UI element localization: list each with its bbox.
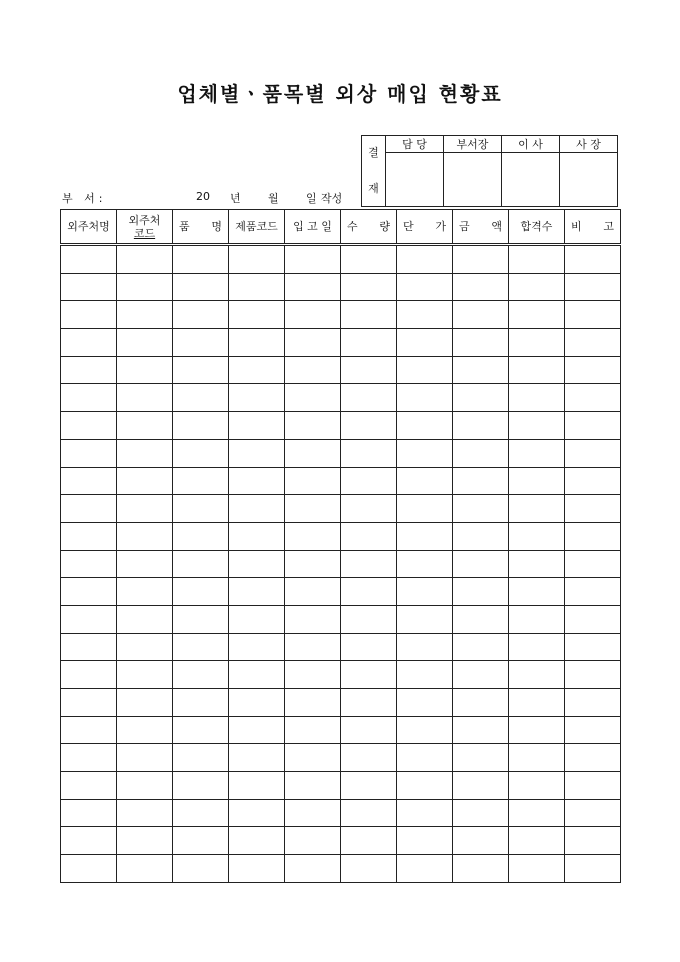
cell-vendor-code[interactable]	[117, 412, 173, 440]
table-row	[61, 744, 621, 772]
cell-receipt-date[interactable]	[285, 384, 341, 412]
cell-passed-qty[interactable]	[509, 605, 565, 633]
table-row	[61, 605, 621, 633]
cell-remarks[interactable]	[565, 439, 621, 467]
table-row	[61, 412, 621, 440]
cell-passed-qty[interactable]	[509, 855, 565, 883]
cell-receipt-date[interactable]	[285, 855, 341, 883]
header-amount-label: 금 액	[459, 220, 502, 233]
cell-passed-qty[interactable]	[509, 661, 565, 689]
cell-unit-price[interactable]	[397, 495, 453, 523]
cell-unit-price[interactable]	[397, 356, 453, 384]
cell-remarks[interactable]	[565, 522, 621, 550]
cell-quantity[interactable]	[341, 301, 397, 329]
cell-remarks[interactable]	[565, 467, 621, 495]
table-row	[61, 273, 621, 301]
cell-receipt-date[interactable]	[285, 522, 341, 550]
cell-vendor-code[interactable]	[117, 522, 173, 550]
cell-amount[interactable]	[453, 744, 509, 772]
cell-vendor-code[interactable]	[117, 578, 173, 606]
table-row	[61, 855, 621, 883]
cell-product-code[interactable]	[229, 689, 285, 717]
header-passed-qty	[509, 210, 565, 245]
table-row	[61, 356, 621, 384]
cell-unit-price[interactable]	[397, 799, 453, 827]
cell-remarks[interactable]	[565, 578, 621, 606]
month-label: 월	[268, 192, 279, 205]
approval-box	[361, 135, 618, 207]
table-row	[61, 301, 621, 329]
cell-amount[interactable]	[453, 855, 509, 883]
year-label: 년	[230, 192, 241, 205]
cell-remarks[interactable]	[565, 605, 621, 633]
cell-remarks[interactable]	[565, 550, 621, 578]
cell-product-code[interactable]	[229, 301, 285, 329]
cell-vendor-code[interactable]	[117, 799, 173, 827]
table-row	[61, 522, 621, 550]
day-label: 일	[306, 192, 317, 205]
header-remarks	[565, 210, 621, 245]
cell-receipt-date[interactable]	[285, 605, 341, 633]
cell-item-name[interactable]	[173, 301, 229, 329]
department-label: 부 서:	[62, 192, 107, 205]
cell-receipt-date[interactable]	[285, 827, 341, 855]
cell-passed-qty[interactable]	[509, 578, 565, 606]
cell-item-name[interactable]	[173, 689, 229, 717]
cell-remarks[interactable]	[565, 273, 621, 301]
cell-quantity[interactable]	[341, 661, 397, 689]
approval-head-director: 이 사	[502, 136, 560, 153]
cell-product-code[interactable]	[229, 384, 285, 412]
purchase-table	[60, 209, 621, 883]
cell-quantity[interactable]	[341, 245, 397, 274]
cell-unit-price[interactable]	[397, 412, 453, 440]
header-quantity	[341, 210, 397, 245]
table-row	[61, 439, 621, 467]
header-unit-price-label: 단 가	[403, 220, 446, 233]
cell-unit-price[interactable]	[397, 827, 453, 855]
written-label: 작성	[321, 192, 343, 205]
cell-unit-price[interactable]	[397, 855, 453, 883]
cell-product-code[interactable]	[229, 467, 285, 495]
cell-amount[interactable]	[453, 772, 509, 800]
cell-passed-qty[interactable]	[509, 384, 565, 412]
cell-vendor-name[interactable]	[61, 661, 117, 689]
table-row	[61, 550, 621, 578]
cell-vendor-name[interactable]	[61, 605, 117, 633]
cell-quantity[interactable]	[341, 550, 397, 578]
cell-vendor-code[interactable]	[117, 301, 173, 329]
cell-remarks[interactable]	[565, 384, 621, 412]
cell-product-code[interactable]	[229, 356, 285, 384]
cell-unit-price[interactable]	[397, 384, 453, 412]
header-vendor-name	[61, 210, 117, 245]
cell-amount[interactable]	[453, 356, 509, 384]
table-row	[61, 384, 621, 412]
cell-vendor-name[interactable]	[61, 273, 117, 301]
cell-amount[interactable]	[453, 273, 509, 301]
header-unit-price	[397, 210, 453, 245]
cell-product-code[interactable]	[229, 661, 285, 689]
cell-amount[interactable]	[453, 412, 509, 440]
cell-unit-price[interactable]	[397, 578, 453, 606]
cell-item-name[interactable]	[173, 356, 229, 384]
header-quantity-label: 수 량	[347, 220, 390, 233]
cell-vendor-name[interactable]	[61, 744, 117, 772]
cell-unit-price[interactable]	[397, 273, 453, 301]
cell-product-code[interactable]	[229, 329, 285, 357]
cell-vendor-name[interactable]	[61, 384, 117, 412]
cell-vendor-name[interactable]	[61, 439, 117, 467]
cell-amount[interactable]	[453, 384, 509, 412]
cell-product-code[interactable]	[229, 633, 285, 661]
cell-receipt-date[interactable]	[285, 744, 341, 772]
cell-vendor-code[interactable]	[117, 467, 173, 495]
cell-unit-price[interactable]	[397, 633, 453, 661]
cell-quantity[interactable]	[341, 855, 397, 883]
cell-vendor-code[interactable]	[117, 245, 173, 274]
cell-remarks[interactable]	[565, 633, 621, 661]
cell-item-name[interactable]	[173, 661, 229, 689]
cell-vendor-code[interactable]	[117, 827, 173, 855]
cell-quantity[interactable]	[341, 439, 397, 467]
cell-amount[interactable]	[453, 689, 509, 717]
table-row	[61, 827, 621, 855]
cell-unit-price[interactable]	[397, 605, 453, 633]
page-title: 업체별ㆍ품목별 외상 매입 현황표	[177, 82, 503, 106]
cell-quantity[interactable]	[341, 329, 397, 357]
cell-amount[interactable]	[453, 245, 509, 274]
header-item-name	[173, 210, 229, 245]
cell-vendor-code[interactable]	[117, 855, 173, 883]
cell-vendor-code[interactable]	[117, 689, 173, 717]
cell-receipt-date[interactable]	[285, 689, 341, 717]
cell-amount[interactable]	[453, 716, 509, 744]
header-item-name-label: 품 명	[179, 220, 222, 233]
cell-unit-price[interactable]	[397, 716, 453, 744]
cell-unit-price[interactable]	[397, 522, 453, 550]
cell-item-name[interactable]	[173, 772, 229, 800]
cell-vendor-name[interactable]	[61, 799, 117, 827]
header-product-code	[229, 210, 285, 245]
cell-vendor-code[interactable]	[117, 633, 173, 661]
cell-vendor-code[interactable]	[117, 661, 173, 689]
cell-vendor-name[interactable]	[61, 301, 117, 329]
header-vendor-name-label: 외주처명	[67, 220, 110, 233]
cell-unit-price[interactable]	[397, 689, 453, 717]
cell-item-name[interactable]	[173, 633, 229, 661]
cell-item-name[interactable]	[173, 716, 229, 744]
cell-remarks[interactable]	[565, 772, 621, 800]
cell-item-name[interactable]	[173, 412, 229, 440]
cell-receipt-date[interactable]	[285, 495, 341, 523]
cell-unit-price[interactable]	[397, 744, 453, 772]
cell-receipt-date[interactable]	[285, 467, 341, 495]
cell-item-name[interactable]	[173, 578, 229, 606]
header-vendor-code	[117, 210, 173, 245]
cell-receipt-date[interactable]	[285, 301, 341, 329]
header-vendor-code-line1: 외주처	[128, 213, 161, 227]
table-row	[61, 329, 621, 357]
cell-receipt-date[interactable]	[285, 772, 341, 800]
cell-unit-price[interactable]	[397, 245, 453, 274]
cell-passed-qty[interactable]	[509, 245, 565, 274]
cell-item-name[interactable]	[173, 522, 229, 550]
cell-quantity[interactable]	[341, 412, 397, 440]
cell-quantity[interactable]	[341, 467, 397, 495]
cell-vendor-code[interactable]	[117, 329, 173, 357]
cell-amount[interactable]	[453, 329, 509, 357]
cell-passed-qty[interactable]	[509, 689, 565, 717]
cell-quantity[interactable]	[341, 384, 397, 412]
cell-product-code[interactable]	[229, 716, 285, 744]
cell-vendor-name[interactable]	[61, 772, 117, 800]
approval-head-president: 사 장	[560, 136, 618, 153]
cell-receipt-date[interactable]	[285, 633, 341, 661]
cell-quantity[interactable]	[341, 827, 397, 855]
cell-amount[interactable]	[453, 522, 509, 550]
cell-remarks[interactable]	[565, 716, 621, 744]
cell-passed-qty[interactable]	[509, 744, 565, 772]
cell-remarks[interactable]	[565, 799, 621, 827]
cell-vendor-name[interactable]	[61, 522, 117, 550]
cell-unit-price[interactable]	[397, 329, 453, 357]
cell-item-name[interactable]	[173, 245, 229, 274]
cell-passed-qty[interactable]	[509, 329, 565, 357]
cell-quantity[interactable]	[341, 578, 397, 606]
cell-quantity[interactable]	[341, 716, 397, 744]
cell-vendor-name[interactable]	[61, 550, 117, 578]
cell-amount[interactable]	[453, 661, 509, 689]
cell-receipt-date[interactable]	[285, 578, 341, 606]
cell-passed-qty[interactable]	[509, 412, 565, 440]
cell-product-code[interactable]	[229, 439, 285, 467]
table-row	[61, 495, 621, 523]
cell-passed-qty[interactable]	[509, 799, 565, 827]
cell-vendor-name[interactable]	[61, 356, 117, 384]
cell-receipt-date[interactable]	[285, 245, 341, 274]
cell-vendor-code[interactable]	[117, 495, 173, 523]
cell-unit-price[interactable]	[397, 439, 453, 467]
cell-vendor-code[interactable]	[117, 744, 173, 772]
cell-item-name[interactable]	[173, 384, 229, 412]
cell-passed-qty[interactable]	[509, 495, 565, 523]
approval-label	[362, 136, 386, 207]
approval-sign-president[interactable]	[560, 153, 618, 207]
cell-quantity[interactable]	[341, 744, 397, 772]
approval-label-bottom: 재	[368, 182, 379, 195]
cell-vendor-code[interactable]	[117, 550, 173, 578]
cell-product-code[interactable]	[229, 855, 285, 883]
cell-receipt-date[interactable]	[285, 356, 341, 384]
cell-amount[interactable]	[453, 827, 509, 855]
cell-amount[interactable]	[453, 550, 509, 578]
cell-amount[interactable]	[453, 633, 509, 661]
cell-vendor-name[interactable]	[61, 633, 117, 661]
cell-product-code[interactable]	[229, 744, 285, 772]
cell-product-code[interactable]	[229, 578, 285, 606]
cell-item-name[interactable]	[173, 329, 229, 357]
table-row	[61, 772, 621, 800]
cell-vendor-name[interactable]	[61, 495, 117, 523]
cell-remarks[interactable]	[565, 245, 621, 274]
approval-head-manager: 담 당	[386, 136, 444, 153]
header-amount	[453, 210, 509, 245]
cell-passed-qty[interactable]	[509, 301, 565, 329]
cell-remarks[interactable]	[565, 689, 621, 717]
cell-quantity[interactable]	[341, 495, 397, 523]
cell-item-name[interactable]	[173, 855, 229, 883]
cell-product-code[interactable]	[229, 605, 285, 633]
cell-amount[interactable]	[453, 799, 509, 827]
header-product-code-label: 제품코드	[235, 220, 278, 233]
cell-receipt-date[interactable]	[285, 716, 341, 744]
table-row	[61, 578, 621, 606]
year-prefix: 20	[196, 190, 210, 203]
cell-product-code[interactable]	[229, 273, 285, 301]
cell-amount[interactable]	[453, 439, 509, 467]
cell-unit-price[interactable]	[397, 301, 453, 329]
cell-quantity[interactable]	[341, 273, 397, 301]
cell-receipt-date[interactable]	[285, 550, 341, 578]
cell-passed-qty[interactable]	[509, 522, 565, 550]
cell-vendor-code[interactable]	[117, 772, 173, 800]
cell-product-code[interactable]	[229, 799, 285, 827]
cell-item-name[interactable]	[173, 550, 229, 578]
header-receipt-date-label: 입 고 일	[293, 220, 332, 233]
cell-item-name[interactable]	[173, 273, 229, 301]
cell-item-name[interactable]	[173, 744, 229, 772]
table-row	[61, 799, 621, 827]
cell-quantity[interactable]	[341, 772, 397, 800]
cell-product-code[interactable]	[229, 827, 285, 855]
approval-sign-manager[interactable]	[386, 153, 444, 207]
cell-receipt-date[interactable]	[285, 273, 341, 301]
table-row	[61, 633, 621, 661]
cell-quantity[interactable]	[341, 799, 397, 827]
cell-remarks[interactable]	[565, 412, 621, 440]
cell-quantity[interactable]	[341, 689, 397, 717]
cell-amount[interactable]	[453, 301, 509, 329]
cell-vendor-name[interactable]	[61, 689, 117, 717]
cell-vendor-name[interactable]	[61, 467, 117, 495]
header-receipt-date	[285, 210, 341, 245]
table-row	[61, 661, 621, 689]
cell-remarks[interactable]	[565, 855, 621, 883]
cell-vendor-code[interactable]	[117, 439, 173, 467]
cell-quantity[interactable]	[341, 605, 397, 633]
cell-remarks[interactable]	[565, 356, 621, 384]
cell-vendor-name[interactable]	[61, 716, 117, 744]
cell-passed-qty[interactable]	[509, 467, 565, 495]
cell-vendor-code[interactable]	[117, 384, 173, 412]
cell-passed-qty[interactable]	[509, 439, 565, 467]
cell-remarks[interactable]	[565, 744, 621, 772]
cell-vendor-code[interactable]	[117, 716, 173, 744]
cell-product-code[interactable]	[229, 772, 285, 800]
cell-passed-qty[interactable]	[509, 550, 565, 578]
cell-vendor-name[interactable]	[61, 329, 117, 357]
cell-vendor-name[interactable]	[61, 855, 117, 883]
approval-label-top: 결	[368, 146, 379, 159]
cell-quantity[interactable]	[341, 522, 397, 550]
cell-receipt-date[interactable]	[285, 661, 341, 689]
cell-item-name[interactable]	[173, 467, 229, 495]
cell-vendor-name[interactable]	[61, 578, 117, 606]
cell-unit-price[interactable]	[397, 772, 453, 800]
cell-product-code[interactable]	[229, 522, 285, 550]
cell-remarks[interactable]	[565, 827, 621, 855]
table-row	[61, 467, 621, 495]
cell-passed-qty[interactable]	[509, 273, 565, 301]
cell-unit-price[interactable]	[397, 661, 453, 689]
cell-item-name[interactable]	[173, 605, 229, 633]
approval-sign-dept-head[interactable]	[444, 153, 502, 207]
cell-quantity[interactable]	[341, 633, 397, 661]
header-vendor-code-line2: 코드	[133, 226, 156, 240]
cell-item-name[interactable]	[173, 495, 229, 523]
cell-passed-qty[interactable]	[509, 716, 565, 744]
cell-vendor-name[interactable]	[61, 827, 117, 855]
cell-product-code[interactable]	[229, 550, 285, 578]
cell-remarks[interactable]	[565, 301, 621, 329]
cell-receipt-date[interactable]	[285, 412, 341, 440]
table-body	[61, 245, 621, 883]
cell-amount[interactable]	[453, 578, 509, 606]
cell-receipt-date[interactable]	[285, 439, 341, 467]
header-passed-qty-label: 합격수	[520, 220, 553, 233]
cell-product-code[interactable]	[229, 495, 285, 523]
cell-item-name[interactable]	[173, 799, 229, 827]
cell-vendor-name[interactable]	[61, 245, 117, 274]
table-row	[61, 716, 621, 744]
cell-remarks[interactable]	[565, 661, 621, 689]
header-remarks-label: 비 고	[571, 220, 614, 233]
approval-sign-director[interactable]	[502, 153, 560, 207]
table-header-row	[61, 210, 621, 245]
cell-remarks[interactable]	[565, 495, 621, 523]
table-row	[61, 245, 621, 274]
approval-head-dept-head: 부서장	[444, 136, 502, 153]
cell-vendor-code[interactable]	[117, 605, 173, 633]
cell-passed-qty[interactable]	[509, 827, 565, 855]
cell-passed-qty[interactable]	[509, 633, 565, 661]
cell-amount[interactable]	[453, 467, 509, 495]
cell-amount[interactable]	[453, 495, 509, 523]
cell-vendor-code[interactable]	[117, 273, 173, 301]
cell-product-code[interactable]	[229, 412, 285, 440]
cell-vendor-code[interactable]	[117, 356, 173, 384]
cell-item-name[interactable]	[173, 827, 229, 855]
cell-vendor-name[interactable]	[61, 412, 117, 440]
cell-unit-price[interactable]	[397, 467, 453, 495]
cell-quantity[interactable]	[341, 356, 397, 384]
cell-item-name[interactable]	[173, 439, 229, 467]
cell-remarks[interactable]	[565, 329, 621, 357]
cell-passed-qty[interactable]	[509, 772, 565, 800]
cell-passed-qty[interactable]	[509, 356, 565, 384]
cell-product-code[interactable]	[229, 245, 285, 274]
cell-receipt-date[interactable]	[285, 329, 341, 357]
table-row	[61, 689, 621, 717]
cell-receipt-date[interactable]	[285, 799, 341, 827]
cell-unit-price[interactable]	[397, 550, 453, 578]
cell-amount[interactable]	[453, 605, 509, 633]
